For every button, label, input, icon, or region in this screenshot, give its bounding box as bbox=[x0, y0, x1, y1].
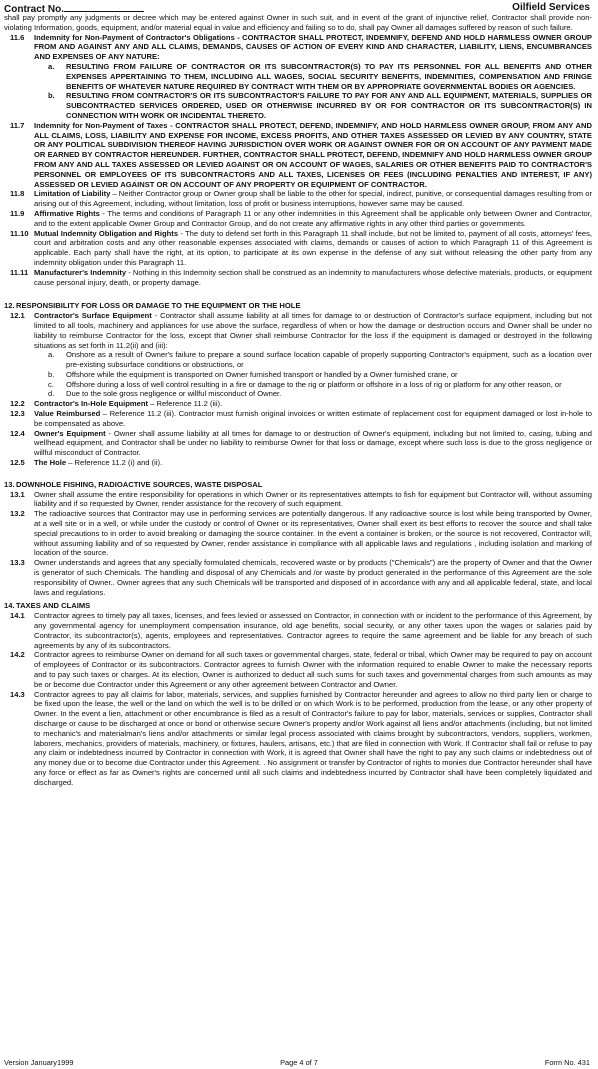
section-title: RESPONSIBILITY FOR LOSS OR DAMAGE TO THE EQUIPMENT OR THE HOLE bbox=[16, 301, 301, 311]
clause-11-10 bbox=[4, 229, 592, 268]
clause-11-7 bbox=[4, 121, 592, 190]
section-number: 12. bbox=[4, 301, 15, 311]
section-title: TAXES AND CLAIMS bbox=[16, 601, 91, 611]
clause-title: Mutual Indemnity Obligation and Rights bbox=[34, 228, 179, 238]
clause-text: – Reference 11.2 (i) and (ii). bbox=[66, 458, 163, 468]
contract-number-blank bbox=[64, 2, 144, 12]
item-text: Offshore while the equipment is transported on Owner furnished transport or handled by a Owner furnished crane, or bbox=[66, 369, 458, 379]
item-letter: a. bbox=[48, 350, 55, 360]
clause-number: 11.10 bbox=[10, 228, 29, 238]
item-text: RESULTING FROM CONTRACTOR'S OR ITS SUBCONTRACTOR'S FAILURE TO PAY FOR ANY AND ALL EQUIPMENT, MATERIALS, SUPPLIES OR SUBCONTRACTED SERVICES ORDERED, USED OR OTHERWISE INCURRED BY OR FOR CONTRACTOR OR ITS SUBCONTRACTOR(S) IN CONNECTION WITH WORK OR INCIDENTAL THERETO. bbox=[66, 91, 592, 120]
clause-number: 14.3 bbox=[10, 689, 25, 699]
clause-number: 13.2 bbox=[10, 509, 25, 519]
clause-14-2 bbox=[4, 650, 592, 689]
clause-number: 11.8 bbox=[10, 189, 25, 199]
clause-body bbox=[34, 229, 592, 268]
company-name: Oilfield Services bbox=[512, 2, 590, 13]
clause-text: Owner shall assume the entire responsibility for operations in which Owner or its representatives attempts to fish for equipment but Contractor will, without assuming liability and if so requested by Owner, render assistance for the recovery of such equipment. bbox=[34, 489, 592, 509]
clause-number: 11.9 bbox=[10, 208, 25, 218]
footer-page-number: Page 4 of 7 bbox=[280, 1058, 318, 1067]
section-12-heading bbox=[4, 301, 592, 311]
clause-number: 12.5 bbox=[10, 458, 25, 468]
clause-12-5 bbox=[4, 458, 592, 468]
clause-body bbox=[34, 409, 592, 429]
clause-title: Limitation of Liability bbox=[34, 189, 111, 199]
clause-12-1-a bbox=[4, 350, 592, 370]
item-letter: b. bbox=[48, 91, 55, 101]
clause-title: Owner's Equipment bbox=[34, 428, 106, 438]
footer-version: Version January1999 bbox=[4, 1058, 74, 1067]
clause-text: Contractor agrees to timely pay all taxes, licenses, and fees levied or assessed on Contractor, in connection with or incident to the performance of this Agreement, by any governmental agency for unemployment compensation insurance, old age benefits, social security, or any other taxes upon the wages or salaries paid by Contractor, its subcontractor(s), agents, employees and representatives. Contractor agrees to require the same agreement and be liable for any breach of such agreements by any of its subcontractors. bbox=[34, 611, 592, 650]
clause-number: 11.6 bbox=[10, 32, 25, 42]
section-13-heading bbox=[4, 480, 592, 490]
clause-11-6 bbox=[4, 33, 592, 62]
clause-number: 11.11 bbox=[10, 267, 29, 277]
clause-text: - Owner shall assume liability at all times for damage to or destruction of Owner's equipment, including but not limited to, casing, tubing and wellhead equipment, and Contractor shall be under no liability to reimburse Owner for that loss or damage, except where such loss is due to the gross negligence or willful misconduct of Contractor. bbox=[34, 428, 592, 458]
clause-text: Contractor agrees to pay all claims for labor, materials, services, and supplies furnished by Contractor hereunder and agrees to allow no third party lien or charge to be fixed upon the lease, the well or the land on which the well is to be drilled or on which Work is to be performed, production from the lease, or any other property of Owner. In the event a lien, attachment or other encumbrance is filed as a result of Contractor's failure to pay for labor, materials, services or supplies, Contractor shall discharge or cause to be discharged at once or bond or otherwise secure Owner's property and/or Work against all liens and/or attachments (including, but not limited to mechanic's and materialman's liens and/or attachments or similar legal process associated with claims brought by subcontractors, vendors, suppliers, workmen, laborers, mechanics, providers of materials, machinery, or fixtures, haulers, artisans, etc.) that are filed in connection with Work. If Contractor shall fail or refuse to pay any claim or indebtedness incurred by Contractor in connection with Work, it is agreed that Owner shall have the right to pay any such claims or indebtedness out of any money due or to become due Contractor under this Agreement. . No assignment or transfer by Contractor of rights to monies due Contractor hereunder shall have any force or effect as far as Owner's rights are concerned until all such claims and indebtedness incurred by Contractor shall have been completely liquidated and discharged. bbox=[34, 689, 593, 787]
clause-14-1 bbox=[4, 611, 592, 650]
clause-text: Contractor agrees to reimburse Owner on demand for all such taxes or governmental charges, state, federal or tribal, which Owner may be required to pay on account of employees of Contractor or its subcontractors. Contractor agrees to furnish Owner with the information required to enable Owner to make the necessary reports and to pay such taxes or charges. At its election, Owner is authorized to deduct all such sums for such taxes and governmental charges from such amounts as may be or become due Contractor under this Agreement or any other agreement between Contractor and Owner. bbox=[34, 650, 592, 689]
clause-text: - Contractor shall assume liability at all times for damage to or destruction of Contractor's surface equipment, including but not limited to all tools, machinery and appliances for use above the surface, regardless of when or how the damage or destruction occurs and Owner shall be under no liability to reimburse Contractor for the loss, except that Owner shall reimburse Contractor for the loss if the equipment is damaged or destroyed in the following situations as set forth in 11.2(ii) and (iii): bbox=[34, 311, 593, 350]
clause-12-4 bbox=[4, 429, 592, 458]
clause-number: 12.3 bbox=[10, 409, 25, 419]
clause-text: – Reference 11.2 (iii). Contractor must furnish original invoices or written estimate of replacement cost for equipment damaged or lost in-hole to be compensated as above. bbox=[34, 409, 592, 428]
section-title: DOWNHOLE FISHING, RADIOACTIVE SOURCES, WASTE DISPOSAL bbox=[16, 479, 263, 489]
section-number: 13. bbox=[4, 479, 15, 489]
clause-12-1 bbox=[4, 311, 592, 350]
clause-11-6-a bbox=[4, 62, 592, 91]
clause-number: 13.3 bbox=[10, 558, 25, 568]
item-letter: c. bbox=[48, 379, 54, 389]
clause-number: 12.1 bbox=[10, 311, 25, 321]
clause-text: – Reference 11.2 (iii). bbox=[148, 399, 223, 409]
document-body bbox=[4, 13, 592, 788]
clause-text: Indemnity for Non-Payment of Taxes - CONTRACTOR SHALL PROTECT, DEFEND, INDEMNIFY, AND HOLD HARMLESS OWNER GROUP, FROM ANY AND ALL CLAIMS, LOSS, LIABILITY AND EXPENSE FOR INCOME, EXCESS PROFITS, AND OTHER TAXES ASSESSED OR LEVIED BY ANY COUNTRY, STATE OR ANY POLITICAL SUBDIVISION THEREOF HAVING JURISDICTION OVER WORK OR AGAINST OWNER FOR OR ON ACCOUNT OF ANY PAYMENT MADE OR EARNED BY CONTRACTOR HEREUNDER. FURTHER, CONTRACTOR SHALL PROTECT, DEFEND, INDEMNIFY AND HOLD HARMLESS OWNER GROUP FROM ANY AND ALL TAXES ASSESSED OR LEVIED AGAINST OR ON ACCOUNT OF WAGES, SALARIES OR OTHER BENEFITS PAID TO CONTRACTOR'S PERSONNEL OR EMPLOYEES OF ITS SUBCONTRACTORS AND ALL TAXES, LICENSES OR FEES (INCLUDING PENALTIES AND INTEREST, IF ANY) ASSESSED OR LEVIED AGAINST OR ON ACCOUNT OF ANY PROPERTY OR EQUIPMENT OF CONTRACTOR. bbox=[34, 120, 592, 189]
clause-number: 14.1 bbox=[10, 611, 25, 621]
section-14-heading bbox=[4, 601, 592, 611]
clause-text: The radioactive sources that Contractor may use in performing services are potentially dangerous. If any radioactive source is lost while being transported by Owner, at a well site or in a well, or while under the custody or control of Owner or its representatives, Owner shall exert its best efforts to recover the source and shall take special precautions to in order to avoid breaking or damaging the source container. In the event a container is broken, or the source is not recovered, Contractor will, without assuming liability and of so requested by Owner, render assistance in compliance with all applicable laws and regulations , including isolation and marking of location of the source. bbox=[34, 509, 592, 558]
clause-body bbox=[34, 399, 592, 409]
clause-text: - The duty to defend set forth in this Paragraph 11 shall include, but not be limited to, payment of all costs, attorneys' fees, court and arbitration costs and any other reasonable expenses associated with claims, demands or causes of action to which Paragraph 11 of this Agreement is applicable. Each party shall have the right, at its option, to participate at its own expense in the defense of any suit without releasing the other party from any indemnity obligation under this Paragraph 11. bbox=[34, 228, 592, 267]
clause-number: 12.4 bbox=[10, 428, 25, 438]
clause-11-11 bbox=[4, 268, 592, 288]
item-text: Due to the sole gross negligence or willful misconduct of Owner. bbox=[66, 389, 282, 399]
clause-12-1-d bbox=[4, 389, 592, 399]
clause-title: Manufacturer's Indemnity bbox=[34, 267, 127, 277]
clause-12-2 bbox=[4, 399, 592, 409]
clause-number: 12.2 bbox=[10, 399, 25, 409]
item-text: Offshore during a loss of well control resulting in a fire or damage to the rig or platform or offshore in a loss of rig or platform for any other reason, or bbox=[66, 379, 562, 389]
clause-text: - The terms and conditions of Paragraph 11 or any other indemnities in this Agreement shall be applicable only between Owner and Contractor, and to the extent applicable Owner Group and Contractor Group, and do not create any affirmative rights in any other third parties or governments. bbox=[34, 208, 592, 228]
clause-text: Owner understands and agrees that any specially formulated chemicals, recovered waste or by products ("Chemicals") are the property of Owner and that the Owner is generator of such Chemicals. The handling and disposal of any Chemicals and /or waste by product generated in the performance of this Agreement are the sole responsibility of Owner.. Owner agrees that any such Chemicals will be transported and disposed of in accordance with any and all applicable federal, state, and local laws and regulations. bbox=[34, 558, 592, 597]
footer-form-number: Form No. 431 bbox=[544, 1058, 590, 1067]
clause-title: Affirmative Rights bbox=[34, 208, 100, 218]
clause-11-9 bbox=[4, 209, 592, 229]
clause-text: Indemnity for Non-Payment of Contractor's Obligations - CONTRACTOR SHALL PROTECT, INDEMNIFY, DEFEND AND HOLD HARMLESS OWNER GROUP FROM AND AGAINST ANY AND ALL CLAIMS, DEMANDS, CAUSES OF ACTION OF EVERY KIND AND CHARACTER, LIABILITY, LIENS, ENCUMBRANCES AND EXPENSES OF ANY NATURE: bbox=[34, 32, 592, 62]
clause-11-8 bbox=[4, 189, 592, 209]
clause-11-6-b bbox=[4, 91, 592, 120]
clause-number: 11.7 bbox=[10, 120, 25, 130]
clause-14-3 bbox=[4, 690, 592, 788]
item-text: RESULTING FROM FAILURE OF CONTRACTOR OR ITS SUBCONTRACTOR(S) TO PAY ITS PERSONNEL FOR ALL BENEFITS AND OTHER EXPENSES APPERTAINING TO THEM, INCLUDING ALL WAGES, SOCIAL SECURITY BENEFITS, INDEMNITIES, COMPENSATION AND FRINGE BENEFITS OF WHATEVER NATURE REQUIRED BY CONTRACT WITH THEM OR BY APPROPRIATE GOVERNMENTAL BODIES OR AGENCIES. bbox=[66, 61, 592, 91]
clause-12-1-b bbox=[4, 370, 592, 380]
clause-text: – Neither Contractor group or Owner group shall be liable to the other for special, indirect, punitive, or consequential damages resulting from or arising out of this Agreement, including, without limitation, loss of profit or business interruptions, however same may be caused. bbox=[34, 189, 592, 209]
clause-number: 14.2 bbox=[10, 650, 25, 660]
contract-label: Contract No. bbox=[4, 4, 64, 15]
clause-body bbox=[34, 268, 592, 288]
clause-title: Contractor's In-Hole Equipment bbox=[34, 399, 149, 409]
section-number: 14. bbox=[4, 601, 15, 611]
clause-number: 13.1 bbox=[10, 489, 25, 499]
clause-13-2 bbox=[4, 509, 592, 558]
clause-12-3 bbox=[4, 409, 592, 429]
clause-body bbox=[34, 458, 592, 468]
clause-body bbox=[34, 311, 592, 350]
clause-body bbox=[34, 209, 592, 229]
item-letter: b. bbox=[48, 369, 55, 379]
clause-title: Value Reimbursed bbox=[34, 409, 101, 419]
clause-text: - Nothing in this Indemnity section shall be construed as an indemnity to manufacturers whose defective materials, products, or equipment cause personal injury, death, or property damage. bbox=[34, 267, 592, 287]
clause-body bbox=[34, 189, 592, 209]
clause-13-1 bbox=[4, 490, 592, 510]
clause-12-1-c bbox=[4, 380, 592, 390]
clause-title: The Hole bbox=[34, 458, 67, 468]
item-text: Onshore as a result of Owner's failure to prepare a sound surface location capable of properly supporting Contractor's equipment, such as a location over pre-existing subsurface conditions or obstructions, or bbox=[66, 350, 592, 370]
item-letter: d. bbox=[48, 389, 55, 399]
clause-body bbox=[34, 429, 592, 458]
item-letter: a. bbox=[48, 61, 55, 71]
clause-title: Contractor's Surface Equipment bbox=[34, 311, 152, 321]
clause-13-3 bbox=[4, 558, 592, 597]
intro-paragraph: shall pay promptly any judgments or decree which may be entered against Owner in such suit, and in event of the grant of injunctive relief, Contractor shall provide non-violating Information, goods, equipment, and/or material equal in value and efficiency and failing so to do, shall pay Owner all damages suffered by reason of such failure. bbox=[4, 13, 592, 32]
